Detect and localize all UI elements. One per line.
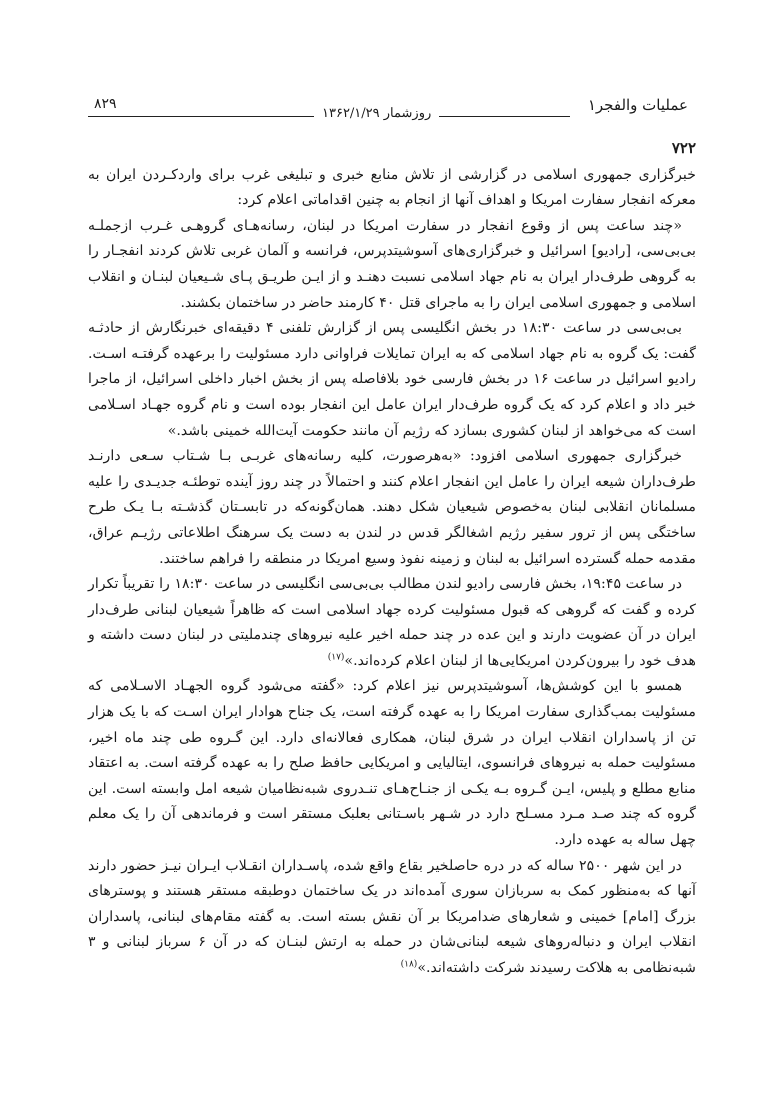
paragraph: «چند ساعت پس از وقوع انفجار در سفارت امریکا در لبنان، رسانه‌هـای گروهـی غـرب ازجملـه بی‌بی‌سی، [رادیو] اسرائیل و خبرگزاری‌های آسوشیتدپرس، فرانسه و آلمان غربی تلاش کردند انفجـار را به گروهی طرف‌دار ایران به نام جهاد اسلامی نسبت دهنـد و از ایـن طریـق پـای شـیعیان لبنـان و انقلاب اسلامی و جمهوری اسلامی ایران را به ماجرای قتل ۴۰ کارمند حاضر در ساختمان بکشند. [88, 217, 696, 311]
diary-entry [88, 136, 696, 982]
paragraph-with-footnote [88, 572, 696, 674]
paragraph-text: در این شهر ۲۵۰۰ ساله که در دره حاصلخیر بقاع واقع شده، پاسـداران انقـلاب ایـران نیـز حضور دارند آنها که به‌منظور کمک به سربازان سوری آمده‌اند در یک ساختمان دوطبقه مستقر هستند و پوسترهای بزرگ [امام] خمینی و شعارهای ضدامریکا بر آن نقش بسته است. به گفته مقام‌های لبنانی، پاسداران انقلاب ایران و دنباله‌روهای شیعه لبنانی‌شان در حمله به ارتش لبنـان که در آن ۶ سرباز لبنانی و ۳ شبه‌نظامی به هلاکت رسیدند شرکت داشته‌اند.» [88, 857, 696, 976]
book-title: عملیات والفجر۱ [587, 96, 688, 114]
paragraph-with-footnote [88, 854, 696, 982]
diary-date: روزشمار ۱۳۶۲/۱/۲۹ [314, 106, 439, 121]
entry-number: ۷۲۲ [671, 139, 696, 157]
page-number: ۸۲۹ [94, 96, 117, 112]
paragraph: همسو با این کوشش‌ها، آسوشیتدپرس نیز اعلام کرد: «گفته می‌شود گروه الجهـاد الاسـلامی که مسئولیت بمب‌گذاری سفارت امریکا را به عهده گرفته است، یک جناح هوادار ایران اسـت که با یک هزار تن از پاسداران انقلاب ایران در شرق لبنان، همکاری فعالانه‌ای دارد. این گـروه طی چند ماه اخیر، مسئولیت حمله به نیروهای فرانسوی، ایتالیایی و امریکایی حافظ صلح را به عهده گرفته است. به اعتقاد منابع مطلع و پلیس، ایـن گـروه بـه یکـی از جنـاح‌هـای تنـدروی شبه‌نظامیان شیعه امل وابسته است. این گروه که چند صـد مـرد مسـلح دارد در شـهر باسـتانی بعلبک مستقر است و فرماندهی آن را یک معلم چهل ساله به عهده دارد. [88, 678, 696, 849]
footnote-ref: (۱۸) [400, 959, 418, 970]
paragraph: خبرگزاری جمهوری اسلامی در گزارشی از تلاش منابع خبری و تبلیغی غرب برای واردکـردن ایران به معرکه انفجار سفارت امریکا و اهداف آنها از انجام به چنین اقداماتی اعلام کرد: [88, 166, 696, 209]
page-header [88, 96, 688, 126]
paragraph: خبرگزاری جمهوری اسلامی افزود: «به‌هرصورت، کلیه رسانه‌های غربـی بـا شـتاب سـعی دارنـد طرف‌داران شیعه ایران را عامل این انفجار اعلام کنند و احتمالاً در چند روز آینده توطئـه جدیـدی را علیه مسلمانان انقلابی لبنان به‌خصوص شیعیان شکل دهند. همان‌گونه‌که در تابسـتان گذشـته بـا یـک طرح ساختگی پس از ترور سفیر رژیم اشغالگر قدس در لندن به دست یک سرهنگ اطلاعاتی رژیـم عراق، مقدمه حمله گسترده اسرائیل به لبنان و زمینه نفوذ وسیع امریکا در منطقه را فراهم ساختند. [88, 448, 696, 567]
paragraph-text: در ساعت ۱۹:۴۵، بخش فارسی رادیو لندن مطالب بی‌بی‌سی انگلیسی در ساعت ۱۸:۳۰ را تقریباً تکرار کرده و گفت که گروهی که قبول مسئولیت کرده جهاد اسلامی است که ظاهراً شیعیان لبنانی طرف‌دار ایران در آن عضویت دارند و این عده در چند حمله اخیر علیه نیروهای چندملیتی در لبنان دست داشته و هدف خود را بیرون‌کردن امریکایی‌ها از لبنان اعلام کرده‌اند.» [88, 576, 696, 669]
footnote-ref: (۱۷) [327, 652, 345, 663]
paragraph: بی‌بی‌سی در ساعت ۱۸:۳۰ در بخش انگلیسی پس از گزارش تلفنی ۴ دقیقه‌ای خبرنگارش از حادثـه گفت: یک گروه به نام جهاد اسلامی که به ایران تمایلات فراوانی دارد مسئولیت را برعهده گرفتـه اسـت. رادیو اسرائیل در ساعت ۱۶ در بخش فارسی خود بلافاصله پس از بخش اخبار داخلی اسرائیل، از ماجرا خبر داد و اعلام کرد که یک گروه طرف‌دار ایران عامل این انفجار بوده است و نام گروه جهـاد اسـلامی است که می‌خواهد از لبنان کشوری بسازد که رژیم آن مانند حکومت آیت‌الله خمینی باشد.» [88, 320, 696, 439]
